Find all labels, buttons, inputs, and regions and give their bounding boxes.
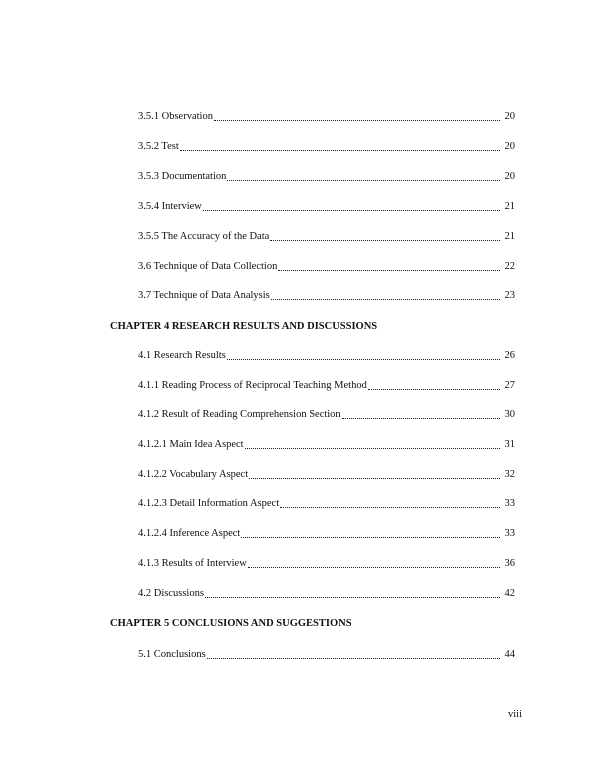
toc-entry-label: 3.5.3 Documentation [138, 171, 227, 182]
toc-entry [138, 587, 515, 601]
toc-entry-label: 4.1.3 Results of Interview [138, 558, 247, 569]
toc-entry [138, 200, 515, 214]
toc-entry [138, 289, 515, 303]
dot-leader [249, 478, 500, 479]
toc-entry [138, 408, 515, 422]
toc-entry-page: 21 [504, 231, 515, 242]
dot-leader [342, 418, 500, 419]
dot-leader [280, 507, 500, 508]
dot-leader [207, 658, 500, 659]
dot-leader [248, 567, 500, 568]
toc-entry [138, 170, 515, 184]
toc-entry-label: 4.1.2.2 Vocabulary Aspect [138, 469, 249, 480]
dot-leader [278, 270, 500, 271]
toc-entry-page: 30 [504, 409, 515, 420]
toc-entry-label: 4.1.2 Result of Reading Comprehension Section [138, 409, 341, 420]
toc-entry [138, 497, 515, 511]
toc-entry [138, 260, 515, 274]
toc-entry-page: 20 [504, 111, 515, 122]
dot-leader [180, 150, 500, 151]
toc-entry-page: 44 [504, 649, 515, 660]
toc-entry [138, 527, 515, 541]
toc-entry [138, 230, 515, 244]
toc-entry [138, 468, 515, 482]
toc-entry-label: 3.5.4 Interview [138, 201, 202, 212]
chapter-heading: CHAPTER 4 RESEARCH RESULTS AND DISCUSSIONS [110, 321, 378, 332]
toc-entry-label: 4.1.2.1 Main Idea Aspect [138, 439, 244, 450]
toc-entry-label: 4.2 Discussions [138, 588, 204, 599]
toc-entry-label: 3.5.1 Observation [138, 111, 213, 122]
dot-leader [271, 299, 500, 300]
toc-entry-page: 22 [504, 261, 515, 272]
dot-leader [203, 210, 500, 211]
toc-entry-page: 23 [504, 290, 515, 301]
toc-entry-page: 20 [504, 171, 515, 182]
toc-entry [138, 349, 515, 363]
toc-entry-page: 20 [504, 141, 515, 152]
toc-entry [138, 110, 515, 124]
toc-entry [138, 648, 515, 662]
toc-entry-label: 5.1 Conclusions [138, 649, 206, 660]
toc-entry-label: 3.6 Technique of Data Collection [138, 261, 278, 272]
toc-entry-label: 4.1.2.4 Inference Aspect [138, 528, 241, 539]
toc-entry [138, 438, 515, 452]
toc-entry-page: 26 [504, 350, 515, 361]
page-number: viii [508, 709, 523, 720]
dot-leader [270, 240, 500, 241]
toc-entry-label: 4.1.1 Reading Process of Reciprocal Teaching Method [138, 380, 367, 391]
dot-leader [227, 359, 500, 360]
toc-entry-label: 3.5.5 The Accuracy of the Data [138, 231, 270, 242]
toc-entry-page: 42 [504, 588, 515, 599]
toc-entry [138, 140, 515, 154]
dot-leader [245, 448, 500, 449]
toc-entry-page: 31 [504, 439, 515, 450]
toc-entry [138, 379, 515, 393]
toc-entry-page: 33 [504, 528, 515, 539]
toc-entry [138, 557, 515, 571]
toc-entry-label: 4.1 Research Results [138, 350, 226, 361]
dot-leader [241, 537, 500, 538]
toc-entry-page: 36 [504, 558, 515, 569]
dot-leader [227, 180, 500, 181]
dot-leader [214, 120, 500, 121]
toc-entry-label: 4.1.2.3 Detail Information Aspect [138, 498, 280, 509]
toc-entry-page: 21 [504, 201, 515, 212]
toc-entry-page: 27 [504, 380, 515, 391]
toc-entry-page: 33 [504, 498, 515, 509]
toc-entry-label: 3.7 Technique of Data Analysis [138, 290, 270, 301]
toc-entry-label: 3.5.2 Test [138, 141, 179, 152]
toc-entry-page: 32 [504, 469, 515, 480]
dot-leader [205, 597, 500, 598]
chapter-heading: CHAPTER 5 CONCLUSIONS AND SUGGESTIONS [110, 618, 352, 629]
dot-leader [368, 389, 500, 390]
